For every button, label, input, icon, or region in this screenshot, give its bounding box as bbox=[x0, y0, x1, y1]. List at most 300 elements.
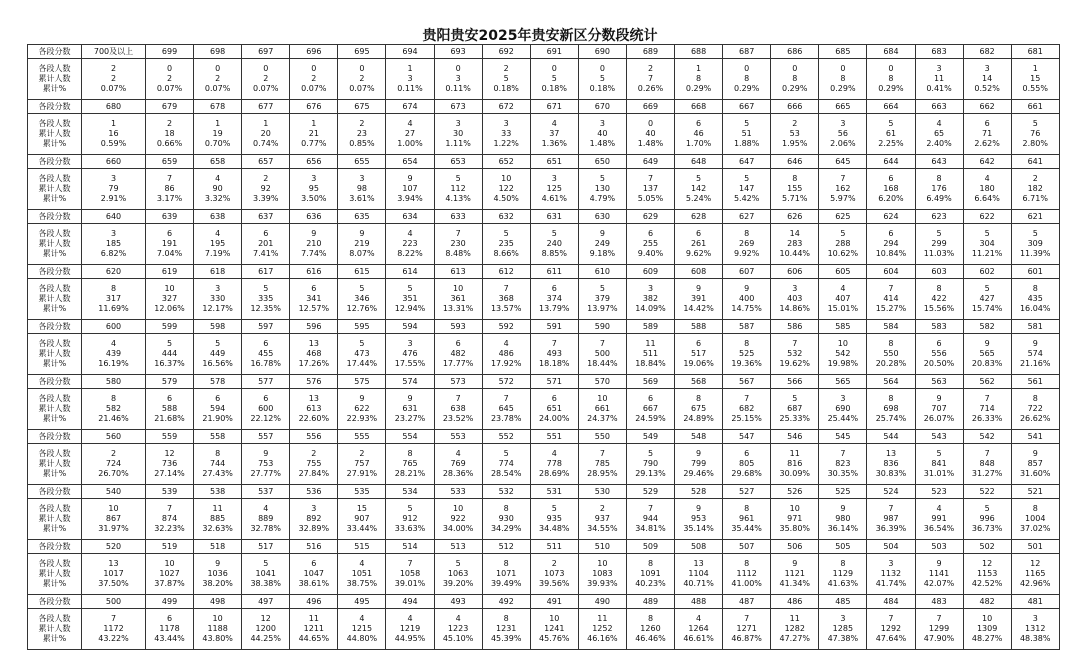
cumulative-value: 61 bbox=[885, 129, 897, 138]
score-cell: 544 bbox=[867, 430, 915, 444]
count-value: 12 bbox=[260, 614, 271, 623]
cumulative-value: 2 bbox=[263, 74, 269, 83]
percent-value: 12.57% bbox=[298, 304, 330, 313]
count-value: 2 bbox=[1032, 174, 1038, 183]
count-value: 7 bbox=[984, 449, 990, 458]
count-value: 10 bbox=[837, 339, 848, 348]
stats-cell bbox=[675, 279, 723, 320]
percent-value: 12.17% bbox=[202, 304, 233, 313]
percent-value: 13.31% bbox=[442, 304, 474, 313]
score-cell: 558 bbox=[194, 430, 242, 444]
stats-cell bbox=[626, 224, 674, 265]
cumulative-value: 40 bbox=[597, 129, 608, 138]
cumulative-value: 1231 bbox=[496, 624, 517, 633]
count-value: 5 bbox=[647, 449, 654, 458]
cumulative-value: 582 bbox=[105, 404, 122, 413]
count-value: 6 bbox=[167, 394, 173, 403]
percent-value: 17.55% bbox=[394, 359, 426, 368]
percent-value: 33.63% bbox=[394, 524, 426, 533]
stats-cell bbox=[290, 609, 338, 650]
stats-row bbox=[28, 59, 1060, 100]
count-value: 1 bbox=[1032, 64, 1038, 73]
percent-value: 0.77% bbox=[301, 139, 327, 148]
count-value: 9 bbox=[359, 229, 365, 238]
stats-label bbox=[28, 499, 82, 540]
stats-label-count: 各段人数 bbox=[38, 119, 71, 128]
count-value: 4 bbox=[840, 284, 846, 293]
score-cell: 500 bbox=[82, 595, 146, 609]
score-cell: 621 bbox=[1011, 210, 1059, 224]
percent-value: 0.29% bbox=[878, 84, 904, 93]
stats-cell bbox=[819, 59, 867, 100]
count-value: 6 bbox=[551, 394, 557, 403]
count-value: 11 bbox=[645, 339, 656, 348]
count-value: 0 bbox=[167, 64, 173, 73]
cumulative-value: 682 bbox=[739, 404, 755, 413]
stats-cell bbox=[819, 609, 867, 650]
percent-value: 27.14% bbox=[154, 469, 185, 478]
stats-cell bbox=[530, 279, 578, 320]
cumulative-value: 996 bbox=[979, 514, 995, 523]
stats-label-cum: 累计人数 bbox=[38, 459, 71, 468]
cumulative-value: 525 bbox=[739, 349, 755, 358]
cumulative-value: 1017 bbox=[103, 569, 124, 578]
count-value: 8 bbox=[744, 339, 750, 348]
cumulative-value: 210 bbox=[306, 239, 322, 248]
percent-value: 38.75% bbox=[346, 579, 378, 588]
stats-cell bbox=[82, 554, 146, 595]
cumulative-value: 724 bbox=[105, 459, 122, 468]
stats-cell bbox=[386, 444, 434, 485]
cumulative-value: 980 bbox=[835, 514, 851, 523]
percent-value: 12.76% bbox=[346, 304, 378, 313]
stats-cell bbox=[242, 389, 290, 430]
count-value: 5 bbox=[984, 284, 990, 293]
percent-value: 17.92% bbox=[490, 359, 522, 368]
stats-cell bbox=[867, 499, 915, 540]
percent-value: 6.20% bbox=[878, 194, 904, 203]
score-cell: 589 bbox=[626, 320, 674, 334]
percent-value: 44.95% bbox=[394, 634, 426, 643]
stats-cell bbox=[675, 334, 723, 375]
count-value: 0 bbox=[744, 64, 750, 73]
count-value: 4 bbox=[984, 174, 990, 183]
stats-cell bbox=[1011, 609, 1059, 650]
count-value: 7 bbox=[167, 504, 173, 513]
score-cell: 483 bbox=[915, 595, 963, 609]
score-cell: 657 bbox=[242, 155, 290, 169]
cumulative-value: 137 bbox=[642, 184, 659, 193]
count-value: 5 bbox=[599, 284, 605, 293]
stats-cell bbox=[338, 224, 386, 265]
count-value: 5 bbox=[599, 174, 605, 183]
stats-cell bbox=[386, 609, 434, 650]
stats-cell bbox=[146, 389, 194, 430]
stats-cell bbox=[675, 389, 723, 430]
count-value: 1 bbox=[696, 64, 702, 73]
score-row bbox=[28, 595, 1060, 609]
count-value: 12 bbox=[164, 449, 175, 458]
stats-cell bbox=[915, 389, 963, 430]
count-value: 8 bbox=[647, 614, 654, 623]
percent-value: 0.18% bbox=[589, 84, 616, 93]
stats-label-pct: 累计% bbox=[42, 84, 67, 93]
count-value: 4 bbox=[263, 504, 269, 513]
cumulative-value: 937 bbox=[594, 514, 611, 523]
score-cell: 616 bbox=[290, 265, 338, 279]
stats-cell bbox=[194, 554, 242, 595]
percent-value: 4.50% bbox=[493, 194, 519, 203]
score-cell: 584 bbox=[867, 320, 915, 334]
stats-cell bbox=[194, 499, 242, 540]
percent-value: 0.66% bbox=[156, 139, 183, 148]
score-cell: 521 bbox=[1011, 485, 1059, 499]
cumulative-value: 1071 bbox=[496, 569, 517, 578]
count-value: 5 bbox=[263, 284, 269, 293]
score-cell: 482 bbox=[963, 595, 1011, 609]
stats-cell bbox=[82, 444, 146, 485]
count-value: 10 bbox=[549, 614, 560, 623]
percent-value: 14.09% bbox=[635, 304, 666, 313]
count-value: 6 bbox=[647, 229, 654, 238]
count-value: 6 bbox=[215, 394, 221, 403]
count-value: 13 bbox=[308, 339, 319, 348]
stats-cell bbox=[963, 114, 1011, 155]
count-value: 7 bbox=[167, 174, 173, 183]
count-value: 13 bbox=[693, 559, 704, 568]
stats-label bbox=[28, 609, 82, 650]
stats-cell bbox=[194, 169, 242, 210]
percent-value: 16.56% bbox=[202, 359, 233, 368]
cumulative-value: 500 bbox=[594, 349, 611, 358]
score-cell: 632 bbox=[482, 210, 530, 224]
cumulative-value: 468 bbox=[306, 349, 322, 358]
count-value: 5 bbox=[792, 394, 798, 403]
cumulative-value: 971 bbox=[787, 514, 803, 523]
percent-value: 39.56% bbox=[539, 579, 570, 588]
stats-cell bbox=[146, 444, 194, 485]
stats-cell bbox=[723, 334, 771, 375]
count-value: 0 bbox=[840, 64, 846, 73]
percent-value: 3.61% bbox=[349, 194, 375, 203]
count-value: 4 bbox=[215, 229, 221, 238]
percent-value: 23.52% bbox=[442, 414, 474, 423]
score-cell: 555 bbox=[338, 430, 386, 444]
score-cell: 642 bbox=[963, 155, 1011, 169]
score-cell: 583 bbox=[915, 320, 963, 334]
percent-value: 6.49% bbox=[926, 194, 952, 203]
score-cell: 543 bbox=[915, 430, 963, 444]
percent-value: 38.20% bbox=[202, 579, 233, 588]
score-cell: 653 bbox=[434, 155, 482, 169]
stats-cell bbox=[819, 114, 867, 155]
stats-cell bbox=[530, 59, 578, 100]
count-value: 8 bbox=[110, 394, 117, 403]
count-value: 8 bbox=[1032, 284, 1038, 293]
score-cell: 524 bbox=[867, 485, 915, 499]
percent-value: 6.82% bbox=[100, 249, 127, 258]
percent-value: 2.06% bbox=[830, 139, 856, 148]
score-row bbox=[28, 430, 1060, 444]
score-cell: 580 bbox=[82, 375, 146, 389]
cumulative-value: 675 bbox=[690, 404, 707, 413]
count-value: 1 bbox=[407, 64, 413, 73]
count-value: 7 bbox=[840, 174, 846, 183]
count-value: 2 bbox=[167, 119, 173, 128]
score-cell: 597 bbox=[242, 320, 290, 334]
count-value: 3 bbox=[599, 119, 605, 128]
score-cell: 560 bbox=[82, 430, 146, 444]
stats-cell bbox=[290, 444, 338, 485]
score-cell: 578 bbox=[194, 375, 242, 389]
score-cell: 617 bbox=[242, 265, 290, 279]
cumulative-value: 1223 bbox=[447, 624, 469, 633]
count-value: 8 bbox=[792, 174, 798, 183]
score-cell: 696 bbox=[290, 45, 338, 59]
cumulative-value: 757 bbox=[354, 459, 370, 468]
score-cell: 660 bbox=[82, 155, 146, 169]
score-cell: 586 bbox=[771, 320, 819, 334]
cumulative-value: 1047 bbox=[303, 569, 324, 578]
percent-value: 4.61% bbox=[541, 194, 567, 203]
cumulative-value: 180 bbox=[979, 184, 995, 193]
percent-value: 13.57% bbox=[490, 304, 522, 313]
score-cell: 689 bbox=[626, 45, 674, 59]
stats-cell bbox=[723, 554, 771, 595]
score-cell: 625 bbox=[819, 210, 867, 224]
count-value: 5 bbox=[503, 229, 509, 238]
percent-value: 0.55% bbox=[1022, 84, 1048, 93]
score-cell: 602 bbox=[963, 265, 1011, 279]
score-row bbox=[28, 375, 1060, 389]
cumulative-value: 594 bbox=[210, 404, 226, 413]
score-cell: 658 bbox=[194, 155, 242, 169]
stats-cell bbox=[338, 389, 386, 430]
score-label: 各段分数 bbox=[28, 595, 82, 609]
percent-value: 26.70% bbox=[98, 469, 129, 478]
count-value: 12 bbox=[982, 559, 993, 568]
count-value: 2 bbox=[359, 119, 365, 128]
score-cell: 574 bbox=[386, 375, 434, 389]
score-cell: 581 bbox=[1011, 320, 1059, 334]
stats-cell bbox=[723, 169, 771, 210]
count-value: 6 bbox=[311, 559, 317, 568]
percent-value: 30.35% bbox=[827, 469, 859, 478]
stats-cell bbox=[675, 554, 723, 595]
cumulative-value: 11 bbox=[933, 74, 945, 83]
stats-cell bbox=[338, 334, 386, 375]
count-value: 8 bbox=[647, 559, 654, 568]
percent-value: 19.06% bbox=[683, 359, 714, 368]
percent-value: 16.19% bbox=[98, 359, 129, 368]
count-value: 8 bbox=[744, 559, 750, 568]
cumulative-value: 3 bbox=[407, 74, 413, 83]
cumulative-value: 439 bbox=[105, 349, 122, 358]
score-cell: 516 bbox=[290, 540, 338, 554]
score-cell: 644 bbox=[867, 155, 915, 169]
cumulative-value: 1292 bbox=[880, 624, 902, 633]
stats-label-count: 各段人数 bbox=[38, 559, 71, 568]
stats-cell bbox=[242, 609, 290, 650]
cumulative-value: 892 bbox=[306, 514, 322, 523]
count-value: 6 bbox=[888, 229, 894, 238]
cumulative-value: 935 bbox=[546, 514, 562, 523]
percent-value: 44.25% bbox=[250, 634, 281, 643]
score-cell: 624 bbox=[867, 210, 915, 224]
count-value: 6 bbox=[455, 339, 461, 348]
count-value: 2 bbox=[551, 559, 557, 568]
score-cell: 654 bbox=[386, 155, 434, 169]
count-value: 10 bbox=[453, 504, 464, 513]
percent-value: 32.89% bbox=[298, 524, 330, 533]
cumulative-value: 182 bbox=[1027, 184, 1043, 193]
count-value: 9 bbox=[407, 174, 413, 183]
cumulative-value: 778 bbox=[546, 459, 562, 468]
count-value: 9 bbox=[696, 284, 702, 293]
stats-cell bbox=[482, 224, 530, 265]
count-value: 8 bbox=[407, 449, 413, 458]
cumulative-value: 1264 bbox=[688, 624, 709, 633]
stats-row bbox=[28, 224, 1060, 265]
stats-label-count: 各段人数 bbox=[38, 174, 71, 183]
cumulative-value: 1285 bbox=[832, 624, 854, 633]
stats-cell bbox=[242, 444, 290, 485]
stats-cell bbox=[434, 224, 482, 265]
score-cell: 506 bbox=[771, 540, 819, 554]
stats-cell bbox=[194, 279, 242, 320]
score-row bbox=[28, 45, 1060, 59]
count-value: 5 bbox=[744, 174, 750, 183]
percent-value: 1.95% bbox=[782, 139, 808, 148]
stats-label bbox=[28, 334, 82, 375]
count-value: 4 bbox=[936, 119, 942, 128]
percent-value: 32.23% bbox=[154, 524, 185, 533]
score-cell: 507 bbox=[723, 540, 771, 554]
score-cell: 646 bbox=[771, 155, 819, 169]
cumulative-value: 5 bbox=[599, 74, 605, 83]
cumulative-value: 755 bbox=[306, 459, 322, 468]
count-value: 10 bbox=[164, 559, 175, 568]
stats-cell bbox=[771, 169, 819, 210]
stats-cell bbox=[675, 444, 723, 485]
percent-value: 33.44% bbox=[346, 524, 378, 533]
score-cell: 688 bbox=[675, 45, 723, 59]
percent-value: 41.00% bbox=[731, 579, 762, 588]
cumulative-value: 18 bbox=[164, 129, 175, 138]
score-cell: 623 bbox=[915, 210, 963, 224]
percent-value: 16.04% bbox=[1019, 304, 1051, 313]
score-cell: 534 bbox=[386, 485, 434, 499]
cumulative-value: 379 bbox=[594, 294, 611, 303]
score-cell: 638 bbox=[194, 210, 242, 224]
stats-cell bbox=[723, 59, 771, 100]
cumulative-value: 1172 bbox=[103, 624, 124, 633]
score-cell: 567 bbox=[723, 375, 771, 389]
cumulative-value: 427 bbox=[979, 294, 995, 303]
stats-cell bbox=[290, 59, 338, 100]
score-cell: 535 bbox=[338, 485, 386, 499]
count-value: 7 bbox=[840, 449, 846, 458]
percent-value: 24.59% bbox=[635, 414, 666, 423]
count-value: 3 bbox=[455, 119, 461, 128]
stats-cell bbox=[82, 334, 146, 375]
score-cell: 563 bbox=[915, 375, 963, 389]
score-cell: 575 bbox=[338, 375, 386, 389]
score-cell: 622 bbox=[963, 210, 1011, 224]
percent-value: 24.37% bbox=[587, 414, 618, 423]
cumulative-value: 8 bbox=[792, 74, 798, 83]
stats-cell bbox=[482, 609, 530, 650]
score-cell: 663 bbox=[915, 100, 963, 114]
score-cell: 600 bbox=[82, 320, 146, 334]
count-value: 4 bbox=[407, 119, 413, 128]
percent-value: 44.80% bbox=[346, 634, 378, 643]
percent-value: 12.94% bbox=[394, 304, 426, 313]
count-value: 8 bbox=[936, 284, 942, 293]
score-cell: 502 bbox=[963, 540, 1011, 554]
stats-cell bbox=[434, 169, 482, 210]
score-cell: 538 bbox=[194, 485, 242, 499]
cumulative-value: 687 bbox=[787, 404, 803, 413]
count-value: 13 bbox=[885, 449, 897, 458]
cumulative-value: 631 bbox=[402, 404, 418, 413]
percent-value: 31.27% bbox=[971, 469, 1003, 478]
stats-cell bbox=[915, 444, 963, 485]
count-value: 6 bbox=[888, 174, 894, 183]
percent-value: 22.93% bbox=[346, 414, 378, 423]
stats-cell bbox=[771, 114, 819, 155]
percent-value: 19.62% bbox=[779, 359, 811, 368]
score-cell: 690 bbox=[578, 45, 626, 59]
count-value: 2 bbox=[647, 64, 654, 73]
cumulative-value: 542 bbox=[835, 349, 851, 358]
score-cell: 637 bbox=[242, 210, 290, 224]
stats-row bbox=[28, 334, 1060, 375]
count-value: 4 bbox=[503, 339, 509, 348]
percent-value: 7.19% bbox=[204, 249, 231, 258]
count-value: 10 bbox=[789, 504, 800, 513]
percent-value: 22.12% bbox=[250, 414, 281, 423]
stats-cell bbox=[290, 279, 338, 320]
count-value: 7 bbox=[888, 504, 894, 513]
stats-cell bbox=[434, 389, 482, 430]
score-cell: 678 bbox=[194, 100, 242, 114]
stats-cell bbox=[386, 279, 434, 320]
score-label: 各段分数 bbox=[28, 430, 82, 444]
percent-value: 30.09% bbox=[779, 469, 811, 478]
cumulative-value: 283 bbox=[787, 239, 803, 248]
cumulative-value: 382 bbox=[642, 294, 659, 303]
percent-value: 0.29% bbox=[782, 84, 808, 93]
cumulative-value: 517 bbox=[690, 349, 707, 358]
score-cell: 611 bbox=[530, 265, 578, 279]
percent-value: 37.02% bbox=[1019, 524, 1051, 533]
score-cell: 509 bbox=[626, 540, 674, 554]
stats-label-count: 各段人数 bbox=[38, 614, 71, 623]
cumulative-value: 122 bbox=[498, 184, 514, 193]
count-value: 4 bbox=[551, 119, 557, 128]
cumulative-value: 335 bbox=[258, 294, 274, 303]
stats-label-pct: 累计% bbox=[42, 249, 67, 258]
count-value: 8 bbox=[888, 339, 894, 348]
count-value: 8 bbox=[503, 614, 509, 623]
cumulative-value: 14 bbox=[982, 74, 993, 83]
score-cell: 682 bbox=[963, 45, 1011, 59]
stats-label-pct: 累计% bbox=[42, 304, 67, 313]
stats-label bbox=[28, 279, 82, 320]
percent-value: 10.44% bbox=[779, 249, 811, 258]
cumulative-value: 351 bbox=[402, 294, 418, 303]
